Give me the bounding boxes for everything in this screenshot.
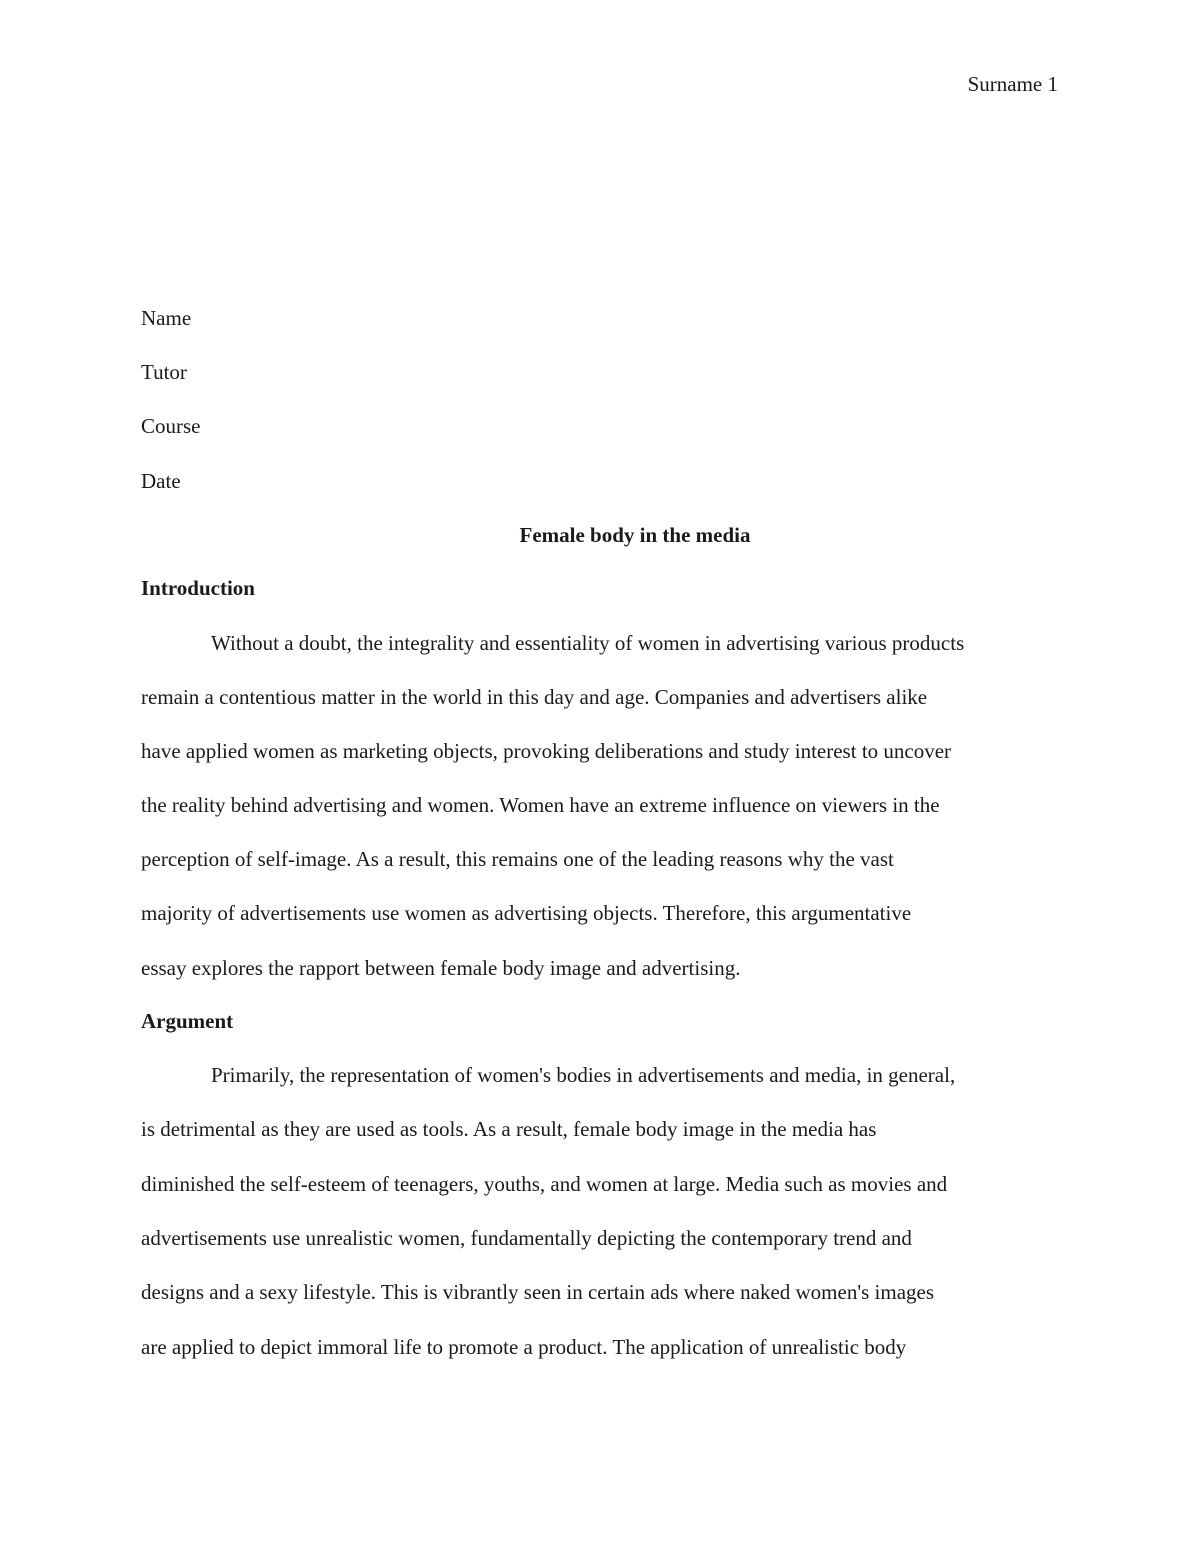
tutor-name: Tutor	[141, 360, 187, 384]
section-heading-argument: Argument	[141, 1009, 234, 1033]
paragraph-line: diminished the self-esteem of teenagers, youths, and women at large. Media such as movies and	[141, 1172, 948, 1196]
course-name: Course	[141, 414, 201, 438]
paragraph-line: the reality behind advertising and women. Women have an extreme influence on viewers in the	[141, 793, 940, 817]
paragraph-line: is detrimental as they are used as tools. As a result, female body image in the media has	[141, 1117, 877, 1141]
student-name: Name	[141, 306, 192, 330]
running-head: Surname 1	[967, 72, 1058, 96]
paragraph-line: Without a doubt, the integrality and essentiality of women in advertising various products	[211, 631, 965, 655]
paragraph-line: majority of advertisements use women as advertising objects. Therefore, this argumentative	[141, 901, 912, 925]
paragraph-line: are applied to depict immoral life to promote a product. The application of unrealistic body	[141, 1335, 907, 1359]
section-heading-introduction: Introduction	[141, 576, 255, 600]
paragraph-line: have applied women as marketing objects, provoking deliberations and study interest to uncover	[141, 739, 952, 763]
paragraph-line: designs and a sexy lifestyle. This is vibrantly seen in certain ads where naked women's images	[141, 1280, 935, 1304]
paragraph-line: Primarily, the representation of women's bodies in advertisements and media, in general,	[211, 1063, 956, 1087]
paragraph-line: essay explores the rapport between female body image and advertising.	[141, 956, 741, 980]
paragraph-line: advertisements use unrealistic women, fundamentally depicting the contemporary trend and	[141, 1226, 912, 1250]
essay-title: Female body in the media	[519, 523, 751, 547]
date: Date	[141, 469, 181, 493]
paragraph-line: remain a contentious matter in the world in this day and age. Companies and advertisers alike	[141, 685, 928, 709]
paragraph-line: perception of self-image. As a result, this remains one of the leading reasons why the vast	[141, 847, 894, 871]
